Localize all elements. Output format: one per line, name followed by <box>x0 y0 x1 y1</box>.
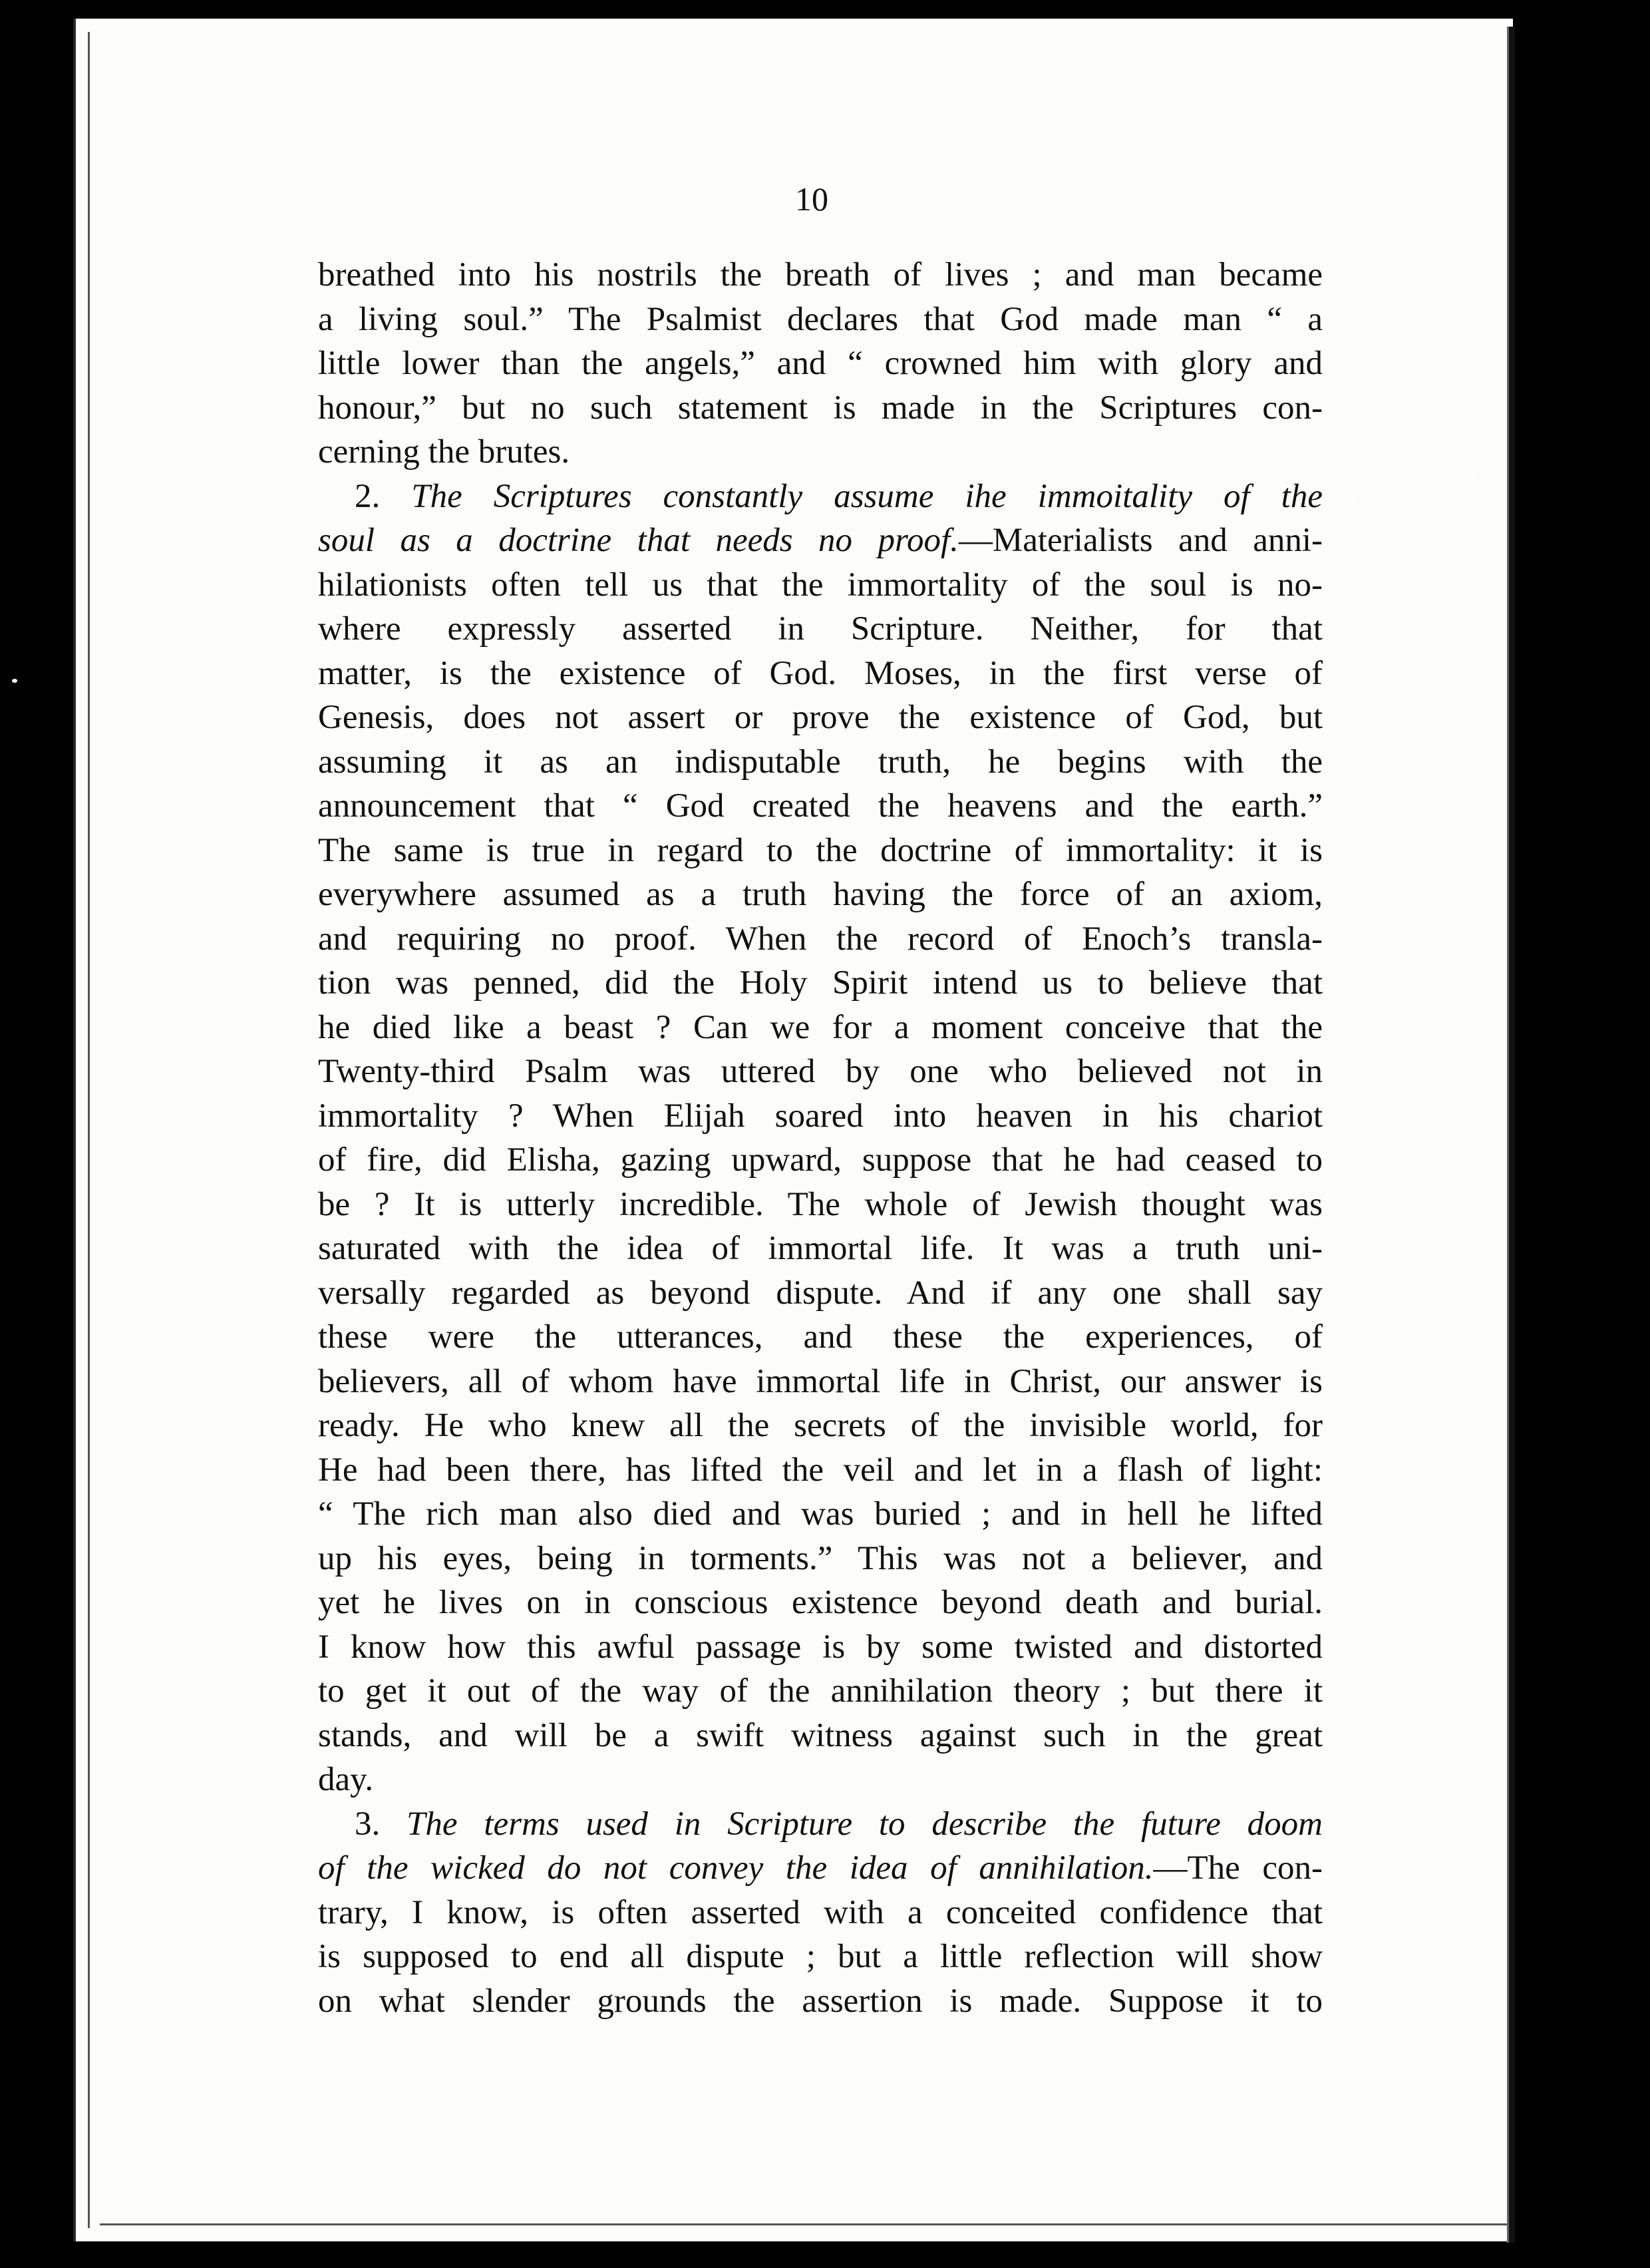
line-text: up his eyes, being in torments.” This was not a believer, and <box>318 1539 1323 1577</box>
text-line <box>318 1271 1323 1316</box>
line-text: of fire, did Elisha, gazing upward, suppose that he had ceased to <box>318 1141 1323 1179</box>
line-text: announcement that “ God created the heavens and the earth.” <box>318 787 1323 825</box>
text-line <box>318 1891 1323 1935</box>
text-line <box>318 784 1323 829</box>
paragraph-number: 3. <box>355 1805 407 1843</box>
text-line <box>318 1227 1323 1271</box>
body-text <box>318 253 1323 2023</box>
line-text: ready. He who knew all the secrets of the invisible world, for <box>318 1407 1323 1444</box>
text-line <box>318 1669 1323 1714</box>
text-line <box>318 829 1323 873</box>
text-line <box>318 518 1323 563</box>
italic-heading: of the wicked do not convey the idea of annihilation. <box>318 1849 1154 1887</box>
scan-speck <box>12 679 17 683</box>
text-line <box>318 872 1323 917</box>
text-line <box>318 253 1323 297</box>
text-line <box>318 1492 1323 1537</box>
line-text: “ The rich man also died and was buried ; and in hell he lifted <box>318 1495 1323 1533</box>
italic-heading: The terms used in Scripture to describe the future doom <box>407 1805 1323 1843</box>
line-text: and requiring no proof. When the record of Enoch’s transla- <box>318 920 1323 958</box>
text-line <box>318 1448 1323 1493</box>
line-text: everywhere assumed as a truth having the force of an axiom, <box>318 876 1323 913</box>
text-line <box>318 1138 1323 1183</box>
text-line <box>318 1049 1323 1094</box>
page-number: 10 <box>795 180 828 218</box>
line-text: breathed into his nostrils the breath of lives ; and man became <box>318 256 1323 293</box>
text-line <box>318 1094 1323 1139</box>
line-text: I know how this awful passage is by some twisted and distorted <box>318 1628 1323 1666</box>
text-line <box>318 1758 1323 1802</box>
line-text: believers, all of whom have immortal life in Christ, our answer is <box>318 1362 1323 1400</box>
line-text: a living soul.” The Psalmist declares that God made man “ a <box>318 300 1323 338</box>
scan-border <box>1515 0 1650 2268</box>
text-line <box>318 652 1323 696</box>
text-line <box>318 1846 1323 1891</box>
text-line <box>318 1006 1323 1050</box>
text-line <box>318 1360 1323 1404</box>
text-line <box>318 1714 1323 1758</box>
line-text: Twenty-third Psalm was uttered by one who believed not in <box>318 1053 1323 1090</box>
text-line <box>318 1537 1323 1581</box>
line-text: on what slender grounds the assertion is made. Suppose it to <box>318 1982 1323 2020</box>
italic-heading: The Scriptures constantly assume ihe immoitality of the <box>411 477 1323 515</box>
text-line <box>318 297 1323 342</box>
line-text: he died like a beast ? Can we for a moment conceive that the <box>318 1008 1323 1046</box>
scan-speck <box>1470 472 1474 476</box>
text-line <box>318 1183 1323 1227</box>
line-text: assuming it as an indisputable truth, he begins with the <box>318 743 1323 781</box>
line-text: versally regarded as beyond dispute. And if any one shall say <box>318 1274 1323 1312</box>
line-text: be ? It is utterly incredible. The whole of Jewish thought was <box>318 1185 1323 1223</box>
line-text: matter, is the existence of God. Moses, in the first verse of <box>318 654 1323 692</box>
text-line <box>318 386 1323 431</box>
text-line <box>318 695 1323 740</box>
italic-heading: soul as a doctrine that needs no proof. <box>318 522 959 559</box>
text-line <box>318 740 1323 785</box>
text-line <box>318 1581 1323 1625</box>
line-text: day. <box>318 1761 374 1798</box>
line-text: He had been there, has lifted the veil and let in a flash of light: <box>318 1451 1323 1489</box>
line-text: stands, and will be a swift witness against such in the great <box>318 1716 1323 1754</box>
text-line <box>318 917 1323 962</box>
line-text: saturated with the idea of immortal life. It was a truth uni- <box>318 1230 1323 1267</box>
line-text: little lower than the angels,” and “ crowned him with glory and <box>318 345 1323 382</box>
text-line <box>318 607 1323 652</box>
text-line <box>318 1404 1323 1448</box>
text-line <box>318 1802 1323 1847</box>
line-text: tion was penned, did the Holy Spirit intend us to believe that <box>318 964 1323 1002</box>
line-text: immortality ? When Elijah soared into heaven in his chariot <box>318 1097 1323 1135</box>
line-text: is supposed to end all dispute ; but a little reflection will show <box>318 1938 1323 1975</box>
paragraph-number: 2. <box>355 477 412 515</box>
text-line <box>318 430 1323 474</box>
text-line <box>318 563 1323 608</box>
scan-speck <box>1351 499 1355 503</box>
line-text: Genesis, does not assert or prove the existence of God, but <box>318 699 1323 736</box>
line-text: where expressly asserted in Scripture. Neither, for that <box>318 610 1323 648</box>
text-line <box>318 961 1323 1006</box>
line-text: —The con- <box>1153 1849 1323 1887</box>
line-text: yet he lives on in conscious existence beyond death and burial. <box>318 1584 1323 1621</box>
line-text: hilationists often tell us that the immortality of the soul is no- <box>318 566 1323 604</box>
line-text: to get it out of the way of the annihilation theory ; but there it <box>318 1672 1323 1710</box>
text-line <box>318 474 1323 519</box>
line-text: The same is true in regard to the doctrine of immortality: it is <box>318 831 1323 869</box>
line-text: cerning the brutes. <box>318 433 570 471</box>
text-line <box>318 1935 1323 1979</box>
line-text: honour,” but no such statement is made in the Scriptures con- <box>318 389 1323 427</box>
text-line <box>318 341 1323 386</box>
line-text: trary, I know, is often asserted with a conceited confidence that <box>318 1893 1323 1931</box>
text-line <box>318 1979 1323 2024</box>
text-line <box>318 1625 1323 1670</box>
line-text: these were the utterances, and these the experiences, of <box>318 1318 1323 1356</box>
text-line <box>318 1315 1323 1360</box>
line-text: —Materialists and anni- <box>958 522 1323 559</box>
